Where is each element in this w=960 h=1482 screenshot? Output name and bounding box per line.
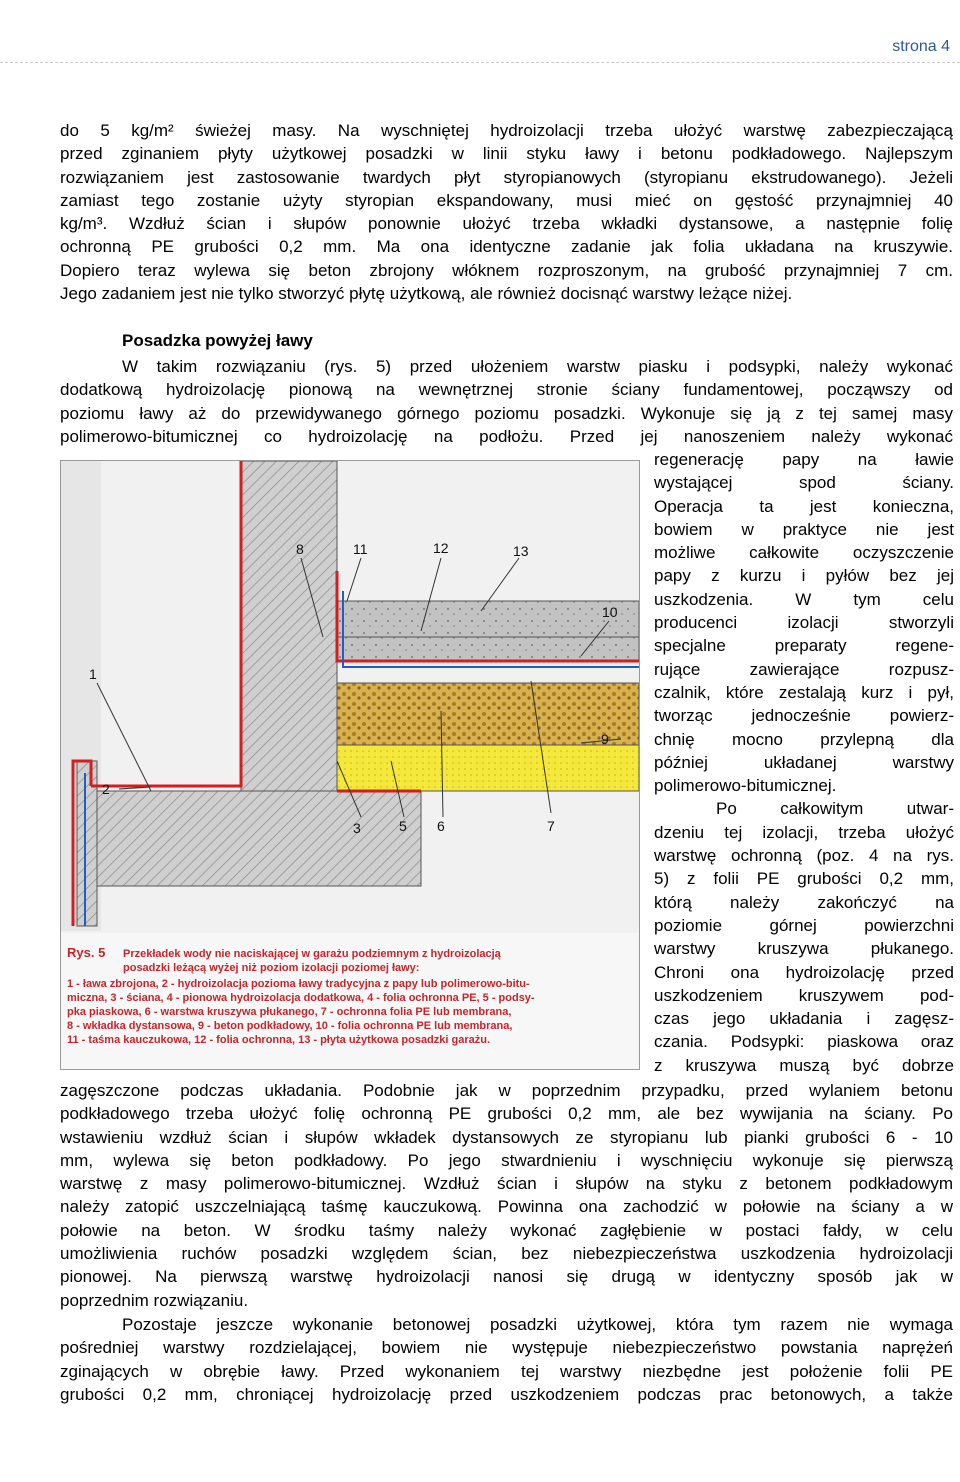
figure-rys-5 <box>60 460 640 1070</box>
header-divider <box>0 62 960 63</box>
text-line: Pozostaje jeszcze wykonanie betonowej posadzki użytkowej, która tym razem nie wymaga <box>122 1315 953 1334</box>
section-heading: Posadzka powyżej ławy <box>122 331 313 350</box>
text-line: czas jego układania i zagęsz- <box>654 1009 954 1029</box>
figure-number-label: 7 <box>547 818 555 834</box>
text-line: Operacja ta jest konieczna, <box>654 496 954 516</box>
text-line: tworząc jednocześnie powierz- <box>654 706 954 726</box>
figure-number-label: 8 <box>296 541 304 557</box>
figure-caption-line: miczna, 3 - ściana, 4 - pionowa hydroizolacja dodatkowa, 4 - folia ochronna PE, 5 - podsy- <box>67 992 535 1004</box>
header-brand: BAZA DORADZTWA BUDOWLANEGO BDB <box>213 3 531 20</box>
figure-caption-line: Przekładek wody nie naciskającej w garażu podziemnym z hydroizolacją <box>123 948 501 960</box>
text-line: zamiast tego zostanie użyty styropian ekspandowany, musi mieć on gęstość przynajmniej 40 <box>60 190 953 210</box>
text-line: Po całkowitym utwar- <box>716 799 954 819</box>
text-line: dodatkową hydroizolację pionową na wewnętrznej stronie ściany fundamentowej, począwszy od <box>60 380 953 400</box>
text-line: rujące zawierające rozpusz- <box>654 659 954 679</box>
text-line: rozwiązaniem jest zastosowanie twardych płyt styropianowych (styropianu ekstrudowanego). Jeżeli <box>60 167 953 187</box>
text-line: kg/m³. Wzdłuż ścian i słupów ponownie ułożyć trzeba wkładki dystansowe, a następnie folię <box>60 214 953 234</box>
text-line: zginających w obrębie ławy. Przed wykonaniem tej warstwy niezbędne jest położenie folii PE <box>60 1361 953 1381</box>
text-line: mm, wylewa się beton podkładowy. Po jego stwardnieniu i wyschnięciu wykonuje się pierwszą <box>60 1150 953 1170</box>
text-line: poprzednim rozwiązaniu. <box>60 1290 249 1310</box>
text-line: chnię mocno przylepną dla <box>654 729 954 749</box>
header-line-1 <box>0 2 960 21</box>
text-line: należy zatopić uszczelniającą taśmę kauczukową. Powinna ona zachodzić w połowie na ściany a w <box>60 1197 953 1217</box>
text-line: czania. Podsypki: piaskowa oraz <box>654 1032 954 1052</box>
figure-caption-title: Rys. 5 <box>67 945 106 960</box>
text-line: polimerowo-bitumicznej. <box>654 776 837 796</box>
text-line: wstawieniu wzdłuż ścian i słupów wkładek dystansowych ze styropianu lub pianki grubości 6 - 10 <box>60 1127 953 1147</box>
footer-rights-pl: Wszystkie prawa zastrzeżone <box>298 1462 510 1479</box>
paragraph-1 <box>60 119 953 305</box>
figure-number-label: 3 <box>353 820 361 836</box>
text-line: producenci izolacji stworzyli <box>654 613 954 633</box>
text-line: regenerację papy na ławie <box>654 450 954 469</box>
figure-number-label: 2 <box>102 781 110 797</box>
text-line: polimerowo-bitumicznej co hydroizolację na podłożu. Przed jej nanoszeniem należy wykonać <box>60 426 953 446</box>
figure-number-label: 1 <box>89 666 97 682</box>
footer-country: Poland <box>555 1443 606 1460</box>
figure-caption-line: pka piaskowa, 6 - warstwa kruszywa płukanego, 7 - ochronna folia PE lub membrana, <box>67 1006 512 1018</box>
figure-number-label: 10 <box>602 604 618 620</box>
figure-caption-line: 8 - wkładka dystansowa, 9 - beton podkładowy, 10 - folia ochronna PE lub membrana, <box>67 1020 513 1032</box>
figure-number-label: 11 <box>353 541 368 557</box>
text-line: możliwe całkowite oczyszczenie <box>654 543 954 563</box>
header-rights-en: All rights reserved <box>533 22 662 39</box>
text-line: 5) z folii PE grubości 0,2 mm, <box>654 869 954 889</box>
header-country: Poland <box>555 3 606 20</box>
text-line: warstwę z masy polimerowo-bitumicznej. Wzdłuż ścian i słupów na styku z betonem podkładowym <box>60 1174 953 1194</box>
text-line: grubości 0,2 mm, chroniącej hydroizolację przed uszkodzeniem podczas prac betonowych, a także <box>60 1384 953 1404</box>
text-line: później układanej warstwy <box>654 752 954 772</box>
figure-number-label: 9 <box>601 731 609 747</box>
header-url: www.bdb.com.pl <box>629 3 746 20</box>
text-line: uszkodzeniem kruszywem pod- <box>654 985 954 1005</box>
text-line: W takim rozwiązaniu (rys. 5) przed ułożeniem warstw piasku i podsypki, należy wykonać <box>122 357 953 376</box>
paragraph-2 <box>60 355 953 448</box>
text-line: przed zginaniem płyty użytkowej posadzki w linii styku ławy i betonu podkładowego. Najlepszym <box>60 144 953 164</box>
paragraph-3 <box>60 1079 953 1312</box>
text-line: umożliwienia ruchów posadzki względem ścian, bez niebezpieczeństwa uszkodzenia hydroizolacji <box>60 1244 953 1264</box>
header-line-2 <box>0 21 960 40</box>
figure-number-label: 5 <box>399 818 407 834</box>
text-line: podkładowego trzeba ułożyć folię ochronną PE grubości 0,2 mm, ale bez wywijania na ściany. Po <box>60 1104 953 1124</box>
text-line: warstwę ochronną (poz. 4 na rys. <box>654 846 954 866</box>
text-line: wystającej spod ściany. <box>654 473 954 493</box>
figure-number-label: 6 <box>437 818 445 834</box>
text-line: do 5 kg/m² świeżej masy. Na wyschniętej hydroizolacji trzeba ułożyć warstwę zabezpieczającą <box>60 121 953 140</box>
text-line: pośredniej warstwy rozdzielającej, bowiem nie występuje niebezpieczeństwo powstania naprężeń <box>60 1338 953 1358</box>
footing <box>91 791 421 886</box>
footer-line-1 <box>0 1442 960 1461</box>
header-rights-pl: Wszystkie prawa zastrzeżone <box>298 22 510 39</box>
text-line: poziomie górnej powierzchni <box>654 915 954 935</box>
sand-layer <box>337 745 639 791</box>
footer-line-2 <box>0 1461 960 1480</box>
text-line: połowie na beton. W środku taśmy należy wykonać zagłębienie w postaci fałdy, w celu <box>60 1220 953 1240</box>
text-line: uszkodzenia. W tym celu <box>654 589 954 609</box>
figure-number-label: 13 <box>513 543 529 559</box>
side-column-text <box>654 448 954 1077</box>
figure-caption-line: 1 - ława zbrojona, 2 - hydroizolacja pozioma ławy tradycyjna z papy lub polimerowo-bitu- <box>67 978 530 990</box>
floor-slab <box>337 601 639 637</box>
figure-number-label: 12 <box>433 540 449 556</box>
text-line: zagęszczone podczas układania. Podobnie jak w poprzednim przypadku, przed wylaniem betonu <box>60 1081 953 1100</box>
foundation-diagram <box>61 461 639 1069</box>
paragraph-4 <box>60 1313 953 1406</box>
figure-caption-line: posadzki leżącą wyżej niż poziom izolacji poziomej ławy: <box>123 962 420 974</box>
footer-rights-en: All rights reserved <box>533 1462 662 1479</box>
text-line: z kruszywa muszą być dobrze <box>654 1055 954 1075</box>
page-number: strona 4 <box>892 38 950 55</box>
text-line: którą należy zakończyć na <box>654 892 954 912</box>
text-line: Dopiero teraz wylewa się beton zbrojony włóknem rozproszonym, na grubość przynajmniej 7 cm. <box>60 260 953 280</box>
text-line: czalnik, które zestalają kurz i pył, <box>654 682 954 702</box>
text-line: specjalne preparaty regene- <box>654 636 954 656</box>
text-line: poziomu ławy aż do przewidywanego górnego poziomu posadzki. Wykonuje się ją z tej samej masy <box>60 403 953 423</box>
text-line: papy z kurzu i pyłów bez jej <box>654 566 954 586</box>
text-line: ochronną PE grubości 0,2 mm. Ma ona identyczne zadanie jak folia układana na kruszywie. <box>60 237 953 257</box>
text-line: bowiem w praktyce nie jest <box>654 519 954 539</box>
text-line: Jego zadaniem jest nie tylko stworzyć płytę użytkową, ale również docisnąć warstwy leżące niżej. <box>60 284 793 304</box>
text-line: dzeniu tej izolacji, trzeba ułożyć <box>654 822 954 842</box>
figure-caption-line: 11 - taśma kauczukowa, 12 - folia ochronna, 13 - płyta użytkowa posadzki garażu. <box>67 1034 491 1046</box>
text-line: warstwy kruszywa płukanego. <box>654 939 954 959</box>
footer-url: www.bdb.com.pl <box>629 1443 746 1460</box>
footer-brand: BAZA DORADZTWA BUDOWLANEGO BDB <box>213 1443 531 1460</box>
text-line: pionowej. Na pierwszą warstwę hydroizolacji nanosi się drugą w identyczny sposób jak w <box>60 1267 953 1287</box>
text-line: Chroni ona hydroizolację przed <box>654 962 954 982</box>
gravel-layer <box>337 683 639 745</box>
